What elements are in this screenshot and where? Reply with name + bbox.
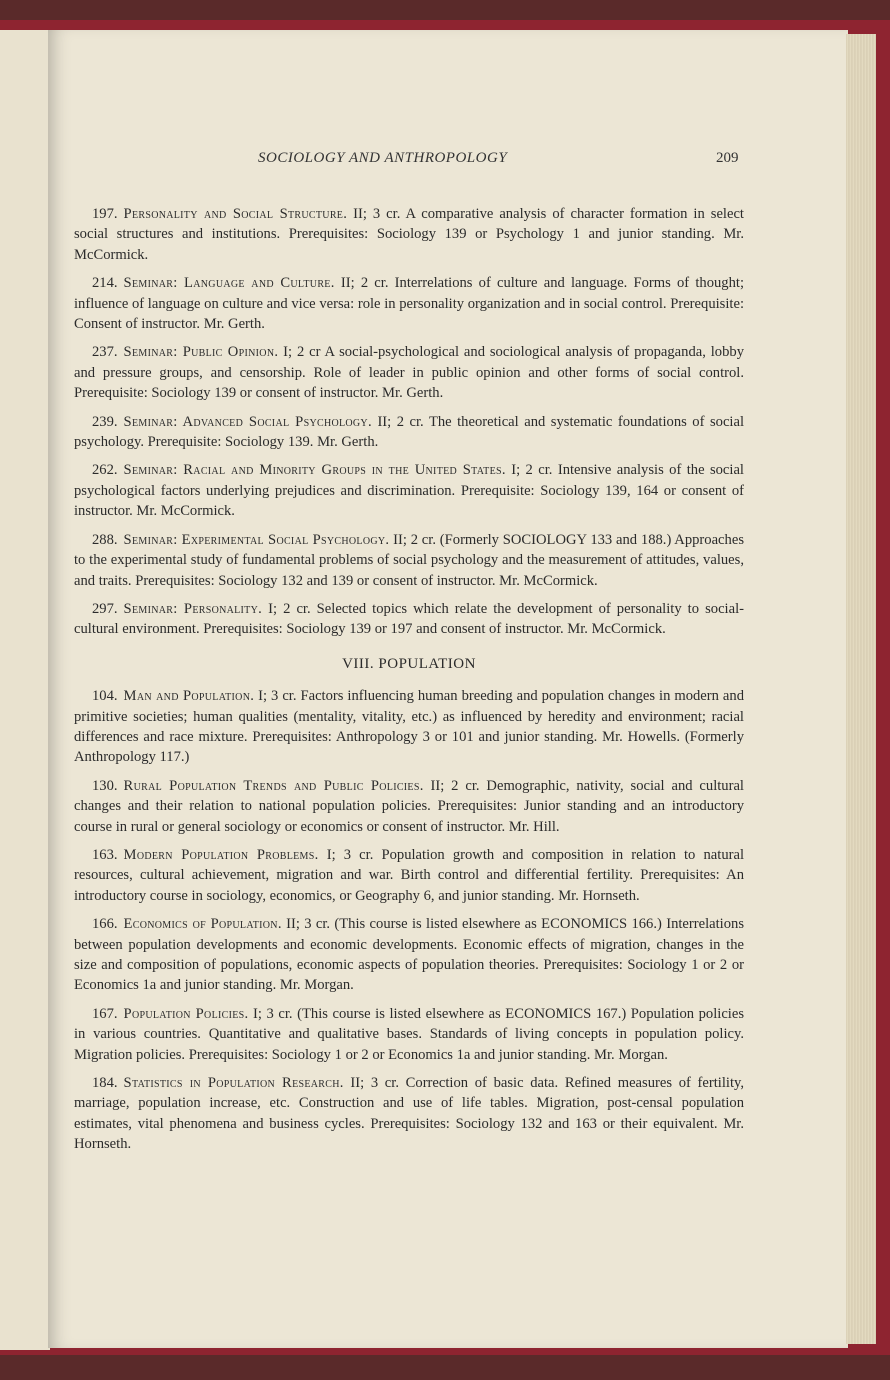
course-number: 167. xyxy=(92,1005,118,1022)
course-title: Seminar: Language and Culture. xyxy=(123,275,335,292)
course-title: Modern Population Problems. xyxy=(123,846,319,863)
course-description: II; 2 cr. Demographic, nativity, social and cultural changes and their relation to national population policies. Prerequisites: Junior standing and an introductory course in rural or general sociology or economics or consent of instructor. Mr. Hill. xyxy=(74,777,744,835)
course-title: Seminar: Experimental Social Psychology. xyxy=(123,531,390,548)
course-entry xyxy=(74,1073,744,1155)
course-title: Statistics in Population Research. xyxy=(123,1075,344,1092)
course-entry xyxy=(74,914,744,996)
course-number: 239. xyxy=(92,413,118,430)
course-entry xyxy=(74,412,744,453)
course-description: I; 2 cr. Intensive analysis of the social psychological factors underlying prejudices and discrimination. Prerequisite: Sociology 139, 164 or consent of instructor. Mr. McCormick. xyxy=(74,462,744,520)
course-description: II; 3 cr. A comparative analysis of character formation in select social structures and institutions. Prerequisites: Sociology 139 or Psychology 1 and junior standing. Mr. McCormick. xyxy=(74,206,744,263)
course-number: 166. xyxy=(92,916,118,933)
previous-page-edge xyxy=(0,30,50,1350)
course-number: 262. xyxy=(92,462,118,479)
course-entry xyxy=(74,530,744,591)
course-number: 184. xyxy=(92,1075,118,1092)
course-description: II; 3 cr. Correction of basic data. Refined measures of fertility, marriage, population increase, etc. Construction and use of life tables. Migration, post-censal population estimates, vital phenomena and business cycles. Prerequisites: Sociology 132 and 163 or their equivalent. Mr. Hornseth. xyxy=(74,1075,744,1153)
course-number: 197. xyxy=(92,206,118,222)
course-number: 104. xyxy=(92,688,118,705)
course-title: Seminar: Advanced Social Psychology. xyxy=(123,413,372,430)
course-title: Economics of Population. xyxy=(123,916,282,933)
course-description: I; 3 cr. Factors influencing human breeding and population changes in modern and primitive societies; human qualities (mentality, vitality, etc.) as influenced by heredity and environment; racial differences and race mixture. Prerequisites: Anthropology 3 or 101 and junior standing. Mr. Howells. (Formerly Anthropology 117.) xyxy=(74,688,744,766)
sociology-course-list xyxy=(74,204,744,640)
course-number: 237. xyxy=(92,344,118,361)
course-description: I; 3 cr. (This course is listed elsewhere as ECONOMICS 167.) Population policies in various countries. Quantitative and qualitative bases. Standards of living concepts in population policy. Migration policies. Prerequisites: Sociology 1 or 2 or Economics 1a and junior standing. Mr. Morgan. xyxy=(74,1005,745,1063)
course-number: 297. xyxy=(92,600,118,617)
course-title: Population Policies. xyxy=(123,1005,249,1022)
course-title: Personality and Social Structure. xyxy=(123,206,348,222)
page-stack-edge xyxy=(846,34,876,1344)
course-entry xyxy=(74,1004,744,1065)
course-description: I; 2 cr A social-psychological and sociological analysis of propaganda, lobby and pressure groups, and censorship. Role of leader in public opinion and other forms of social control. Prerequisite: Sociology 139 or consent of instructor. Mr. Gerth. xyxy=(74,344,744,402)
course-title: Man and Population. xyxy=(123,688,255,705)
course-description: II; 2 cr. (Formerly SOCIOLOGY 133 and 188.) Approaches to the experimental study of fundamental problems of social psychology and the measurement of attitudes, values, and traits. Prerequisites: Sociology 132 and 139 or consent of instructor. Mr. McCormick. xyxy=(74,531,744,589)
page-number: 209 xyxy=(716,150,739,166)
course-number: 288. xyxy=(92,531,118,548)
course-description: II; 2 cr. The theoretical and systematic foundations of social psychology. Prerequisite: Sociology 139. Mr. Gerth. xyxy=(74,413,745,451)
course-title: Seminar: Personality. xyxy=(123,600,263,617)
course-entry xyxy=(74,599,744,640)
course-title: Rural Population Trends and Public Policies. xyxy=(123,777,424,794)
section-heading: VIII. POPULATION xyxy=(342,655,476,672)
course-title: Seminar: Racial and Minority Groups in the United States. xyxy=(123,462,506,479)
course-entry xyxy=(74,342,744,403)
course-description: II; 2 cr. Interrelations of culture and language. Forms of thought; influence of language on culture and vice versa: role in personality organization and in social control. Prerequisite: Consent of instructor. Mr. Gerth. xyxy=(74,275,744,333)
course-entry xyxy=(74,460,744,521)
course-description: I; 3 cr. Population growth and composition in relation to natural resources, cultural achievement, migration and war. Birth control and differential fertility. Prerequisites: An introductory course in sociology, economics, or Geography 6, and junior standing. Mr. Hornseth. xyxy=(74,846,745,904)
population-course-list xyxy=(74,686,744,1155)
page-content xyxy=(74,204,744,1163)
course-description: II; 3 cr. (This course is listed elsewhere as ECONOMICS 166.) Interrelations between population developments and economic developments. Economic effects of migration, changes in the size and composition of populations, economic aspects of population theories. Prerequisites: Sociology 1 or 2 or Economics 1a and junior standing. Mr. Morgan. xyxy=(74,916,745,994)
course-entry xyxy=(74,204,744,265)
course-number: 130. xyxy=(92,777,118,794)
course-entry xyxy=(74,845,744,906)
course-description: I; 2 cr. Selected topics which relate the development of personality to social-cultural environment. Prerequisites: Sociology 139 or 197 and consent of instructor. Mr. McCormick. xyxy=(74,600,744,638)
course-number: 163. xyxy=(92,846,118,863)
course-entry xyxy=(74,273,744,334)
course-entry xyxy=(74,776,744,837)
running-head: SOCIOLOGY AND ANTHROPOLOGY xyxy=(258,150,508,166)
course-entry xyxy=(74,686,744,768)
course-title: Seminar: Public Opinion. xyxy=(123,344,279,361)
course-number: 214. xyxy=(92,275,118,292)
